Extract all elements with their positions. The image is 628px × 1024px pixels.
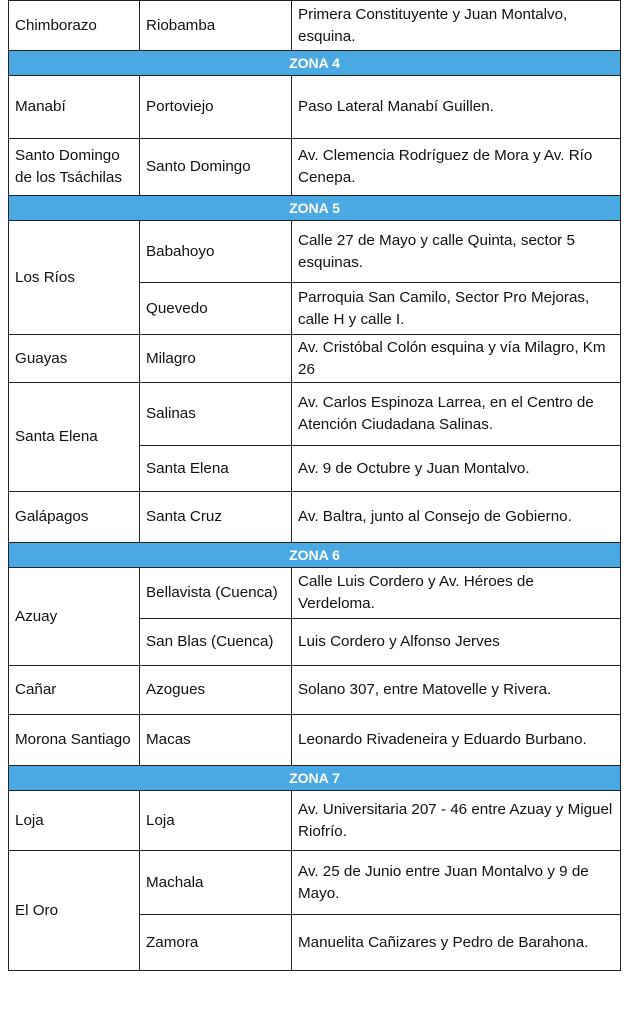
table-row [9,335,621,383]
province-cell: Azuay [9,568,140,666]
address-cell: Leonardo Rivadeneira y Eduardo Burbano. [292,715,621,766]
address-cell: Av. Carlos Espinoza Larrea, en el Centro de Atención Ciudadana Salinas. [292,383,621,446]
province-cell: Santo Domingo de los Tsáchilas [9,139,140,196]
address-cell: Av. 9 de Octubre y Juan Montalvo. [292,446,621,492]
city-cell: Loja [140,791,292,851]
table-row [9,851,621,915]
city-cell: Quevedo [140,283,292,335]
address-cell: Calle 27 de Mayo y calle Quinta, sector 5 esquinas. [292,221,621,283]
address-cell: Av. 25 de Junio entre Juan Montalvo y 9 de Mayo. [292,851,621,915]
province-cell: Galápagos [9,492,140,543]
province-cell: Manabí [9,76,140,139]
address-cell: Av. Baltra, junto al Consejo de Gobierno. [292,492,621,543]
address-cell: Av. Cristóbal Colón esquina y vía Milagro, Km 26 [292,335,621,383]
address-cell: Primera Constituyente y Juan Montalvo, esquina. [292,1,621,51]
city-cell: Bellavista (Cuenca) [140,568,292,619]
province-cell: Morona Santiago [9,715,140,766]
table-row [9,492,621,543]
address-cell: Parroquia San Camilo, Sector Pro Mejoras, calle H y calle I. [292,283,621,335]
city-cell: Santa Cruz [140,492,292,543]
zone-header [9,543,621,568]
province-cell: Guayas [9,335,140,383]
zone-label: ZONA 7 [9,766,621,791]
province-cell: El Oro [9,851,140,971]
city-cell: Santo Domingo [140,139,292,196]
address-cell: Calle Luis Cordero y Av. Héroes de Verdeloma. [292,568,621,619]
table-row [9,666,621,715]
address-cell: Paso Lateral Manabí Guillen. [292,76,621,139]
zone-label: ZONA 6 [9,543,621,568]
province-cell: Chimborazo [9,1,140,51]
city-cell: Zamora [140,915,292,971]
table-row [9,715,621,766]
city-cell: Azogues [140,666,292,715]
city-cell: Santa Elena [140,446,292,492]
zone-label: ZONA 5 [9,196,621,221]
province-cell: Loja [9,791,140,851]
zone-header [9,51,621,76]
offices-table [8,0,621,971]
address-cell: Manuelita Cañizares y Pedro de Barahona. [292,915,621,971]
table-row [9,139,621,196]
table-row [9,791,621,851]
address-cell: Solano 307, entre Matovelle y Rivera. [292,666,621,715]
address-cell: Av. Universitaria 207 - 46 entre Azuay y Miguel Riofrío. [292,791,621,851]
city-cell: Machala [140,851,292,915]
table-row [9,1,621,51]
city-cell: Portoviejo [140,76,292,139]
table-row [9,76,621,139]
province-cell: Santa Elena [9,383,140,492]
table-row [9,221,621,283]
province-cell: Cañar [9,666,140,715]
address-cell: Luis Cordero y Alfonso Jerves [292,619,621,666]
city-cell: Salinas [140,383,292,446]
city-cell: Babahoyo [140,221,292,283]
zone-header [9,766,621,791]
city-cell: Milagro [140,335,292,383]
zone-header [9,196,621,221]
city-cell: Macas [140,715,292,766]
table-row [9,383,621,446]
city-cell: Riobamba [140,1,292,51]
zone-label: ZONA 4 [9,51,621,76]
table-row [9,568,621,619]
address-cell: Av. Clemencia Rodríguez de Mora y Av. Río Cenepa. [292,139,621,196]
city-cell: San Blas (Cuenca) [140,619,292,666]
province-cell: Los Ríos [9,221,140,335]
